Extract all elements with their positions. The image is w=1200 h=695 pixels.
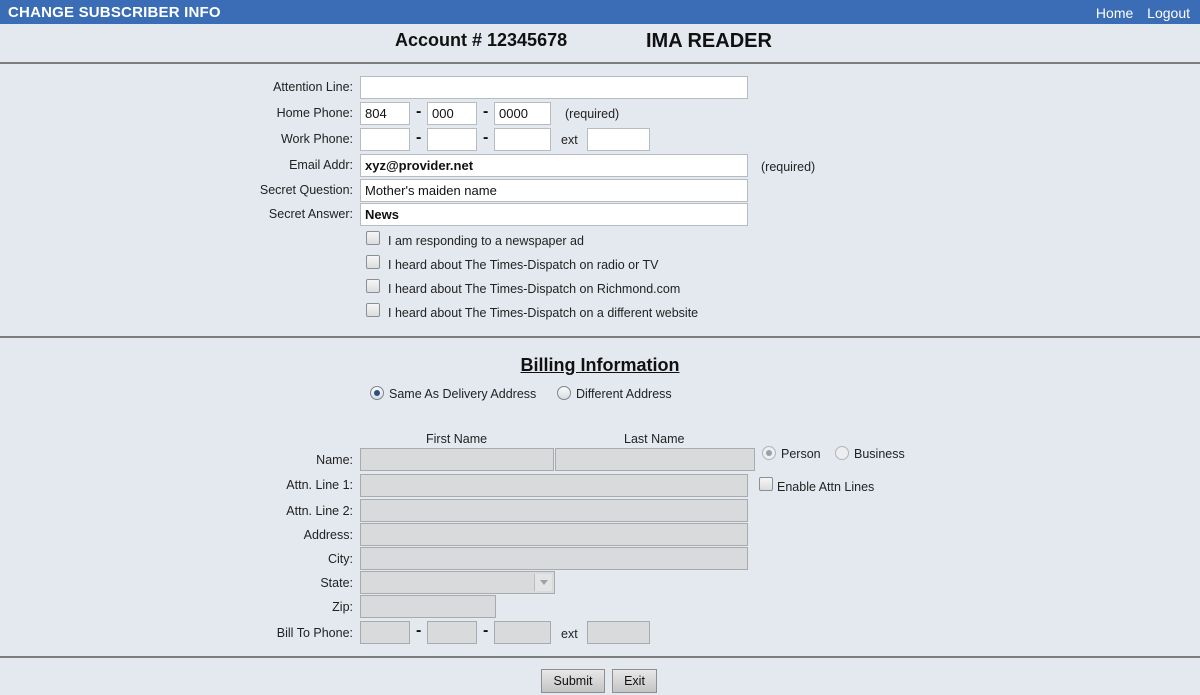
address-input[interactable] [360, 523, 748, 546]
divider-middle [0, 336, 1200, 338]
divider-top [0, 62, 1200, 64]
richmond-com-label: I heard about The Times-Dispatch on Richmond.com [388, 282, 681, 296]
different-address-radio[interactable] [557, 386, 571, 400]
phone-dash: - [416, 129, 422, 146]
work-ext-input[interactable] [587, 128, 650, 151]
attn-line-2-input[interactable] [360, 499, 748, 522]
home-phone-label: Home Phone: [276, 106, 353, 120]
radio-tv-label: I heard about The Times-Dispatch on radio or TV [388, 258, 659, 272]
state-label: State: [320, 576, 353, 590]
newspaper-ad-checkbox[interactable] [366, 231, 380, 245]
attn-line-1-label: Attn. Line 1: [286, 478, 353, 492]
attention-line-input[interactable] [360, 76, 748, 99]
city-label: City: [328, 552, 353, 566]
phone-dash: - [416, 622, 422, 639]
attn-line-1-input[interactable] [360, 474, 748, 497]
work-phone-prefix-input[interactable] [427, 128, 477, 151]
subscriber-name: IMA READER [646, 30, 772, 52]
bill-phone-line-input[interactable] [494, 621, 551, 644]
enable-attn-label: Enable Attn Lines [777, 480, 875, 494]
divider-bottom [0, 656, 1200, 658]
email-label: Email Addr: [289, 158, 353, 172]
radio-tv-checkbox[interactable] [366, 255, 380, 269]
phone-dash: - [483, 622, 489, 639]
logout-link[interactable]: Logout [1147, 5, 1190, 21]
address-label: Address: [303, 528, 353, 542]
city-input[interactable] [360, 547, 748, 570]
phone-dash: - [416, 103, 422, 120]
last-name-column: Last Name [624, 432, 685, 446]
secret-question-label: Secret Question: [259, 183, 353, 197]
work-phone-label: Work Phone: [280, 132, 353, 146]
chevron-down-icon [534, 574, 552, 591]
secret-answer-input[interactable] [360, 203, 748, 226]
email-input[interactable] [360, 154, 748, 177]
bill-phone-label: Bill To Phone: [276, 626, 353, 640]
business-radio[interactable] [835, 446, 849, 460]
home-phone-required: (required) [565, 107, 620, 121]
first-name-input[interactable] [360, 448, 554, 471]
work-phone-line-input[interactable] [494, 128, 551, 151]
richmond-com-checkbox[interactable] [366, 279, 380, 293]
work-ext-label: ext [561, 133, 578, 147]
person-radio[interactable] [762, 446, 776, 460]
same-address-radio[interactable] [370, 386, 384, 400]
same-address-label: Same As Delivery Address [389, 387, 537, 401]
zip-label: Zip: [332, 600, 353, 614]
exit-button[interactable]: Exit [612, 669, 657, 693]
secret-answer-label: Secret Answer: [268, 207, 353, 221]
bill-ext-label: ext [561, 627, 578, 641]
attn-line-2-label: Attn. Line 2: [286, 504, 353, 518]
state-select[interactable] [360, 571, 555, 594]
email-required: (required) [761, 160, 816, 174]
newspaper-ad-label: I am responding to a newspaper ad [388, 234, 584, 248]
last-name-input[interactable] [555, 448, 755, 471]
account-number: Account # 12345678 [395, 30, 568, 50]
phone-dash: - [483, 103, 489, 120]
phone-dash: - [483, 129, 489, 146]
home-link[interactable]: Home [1095, 5, 1134, 21]
first-name-column: First Name [426, 432, 488, 446]
billing-heading: Billing Information [520, 355, 680, 375]
enable-attn-checkbox[interactable] [759, 477, 773, 491]
top-bar [0, 0, 1200, 24]
home-phone-line-input[interactable] [494, 102, 551, 125]
name-label: Name: [316, 453, 353, 467]
zip-input[interactable] [360, 595, 496, 618]
top-nav [1086, 5, 1190, 21]
secret-question-input[interactable] [360, 179, 748, 202]
bill-ext-input[interactable] [587, 621, 650, 644]
work-phone-area-input[interactable] [360, 128, 410, 151]
other-website-checkbox[interactable] [366, 303, 380, 317]
person-label: Person [781, 447, 821, 461]
business-label: Business [854, 447, 905, 461]
page-title: CHANGE SUBSCRIBER INFO [8, 4, 221, 21]
home-phone-area-input[interactable] [360, 102, 410, 125]
bill-phone-area-input[interactable] [360, 621, 410, 644]
other-website-label: I heard about The Times-Dispatch on a different website [388, 306, 699, 320]
different-address-label: Different Address [576, 387, 672, 401]
submit-button[interactable]: Submit [541, 669, 605, 693]
home-phone-prefix-input[interactable] [427, 102, 477, 125]
bill-phone-prefix-input[interactable] [427, 621, 477, 644]
attention-line-label: Attention Line: [273, 80, 353, 94]
